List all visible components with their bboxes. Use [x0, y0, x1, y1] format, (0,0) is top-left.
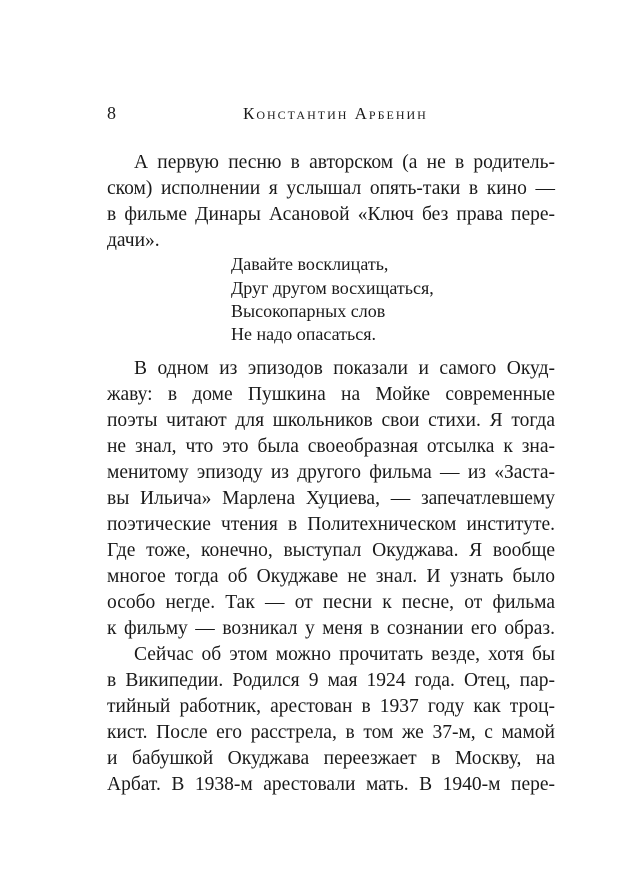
paragraph-3-line: и бабушкой Окуджава переезжает в Москву, на [107, 748, 555, 769]
paragraph-1-line: дачи». [107, 230, 160, 251]
verse-line: Высокопарных слов [231, 301, 386, 321]
paragraph-3-line: в Википедии. Родился 9 мая 1924 года. Отец, пар- [107, 670, 555, 691]
page-header [107, 103, 555, 127]
page-number: 8 [107, 103, 117, 123]
paragraph-2-line: жаву: в доме Пушкина на Мойке современные [107, 384, 555, 405]
running-head: Константин Арбенин [243, 104, 428, 123]
verse-line: Друг другом восхищаться, [231, 278, 434, 298]
paragraph-1-line: в фильме Динары Асановой «Ключ без права пере- [107, 204, 555, 225]
paragraph-1-line: ском) исполнении я услышал опять-таки в кино — [107, 178, 555, 199]
paragraph-3-line: Сейчас об этом можно прочитать везде, хотя бы [134, 644, 555, 665]
paragraph-3-line: Арбат. В 1938-м арестовали мать. В 1940-м пере- [107, 774, 555, 795]
paragraph-2-line: многое тогда об Окуджаве не знал. И узнать было [107, 566, 555, 587]
paragraph-3-line: тийный работник, арестован в 1937 году как троц- [107, 696, 555, 717]
paragraph-2-line: особо негде. Так — от песни к песне, от фильма [107, 592, 555, 613]
paragraph-2-line: менитому эпизоду из другого фильма — из «Заста- [107, 462, 555, 483]
paragraph-2-line: Где тоже, конечно, выступал Окуджава. Я вообще [107, 540, 555, 561]
paragraph-3-line: кист. После его расстрела, в том же 37-м, с мамой [107, 722, 555, 743]
paragraph-2-line: поэты читают для школьников свои стихи. Я тогда [107, 410, 555, 431]
paragraph-2-line: В одном из эпизодов показали и самого Окуд- [134, 358, 555, 379]
paragraph-2-line: вы Ильича» Марлена Хуциева, — запечатлевшему [107, 488, 555, 509]
paragraph-2-line: поэтические чтения в Политехническом институте. [107, 514, 555, 535]
paragraph-1-line: А первую песню в авторском (а не в родитель- [134, 152, 555, 173]
verse-line: Не надо опасаться. [231, 324, 376, 344]
paragraph-2-line: к фильму — возникал у меня в сознании его образ. [107, 618, 555, 639]
verse-line: Давайте восклицать, [231, 254, 389, 274]
paragraph-2-line: не знал, что это была своеобразная отсылка к зна- [107, 436, 555, 457]
